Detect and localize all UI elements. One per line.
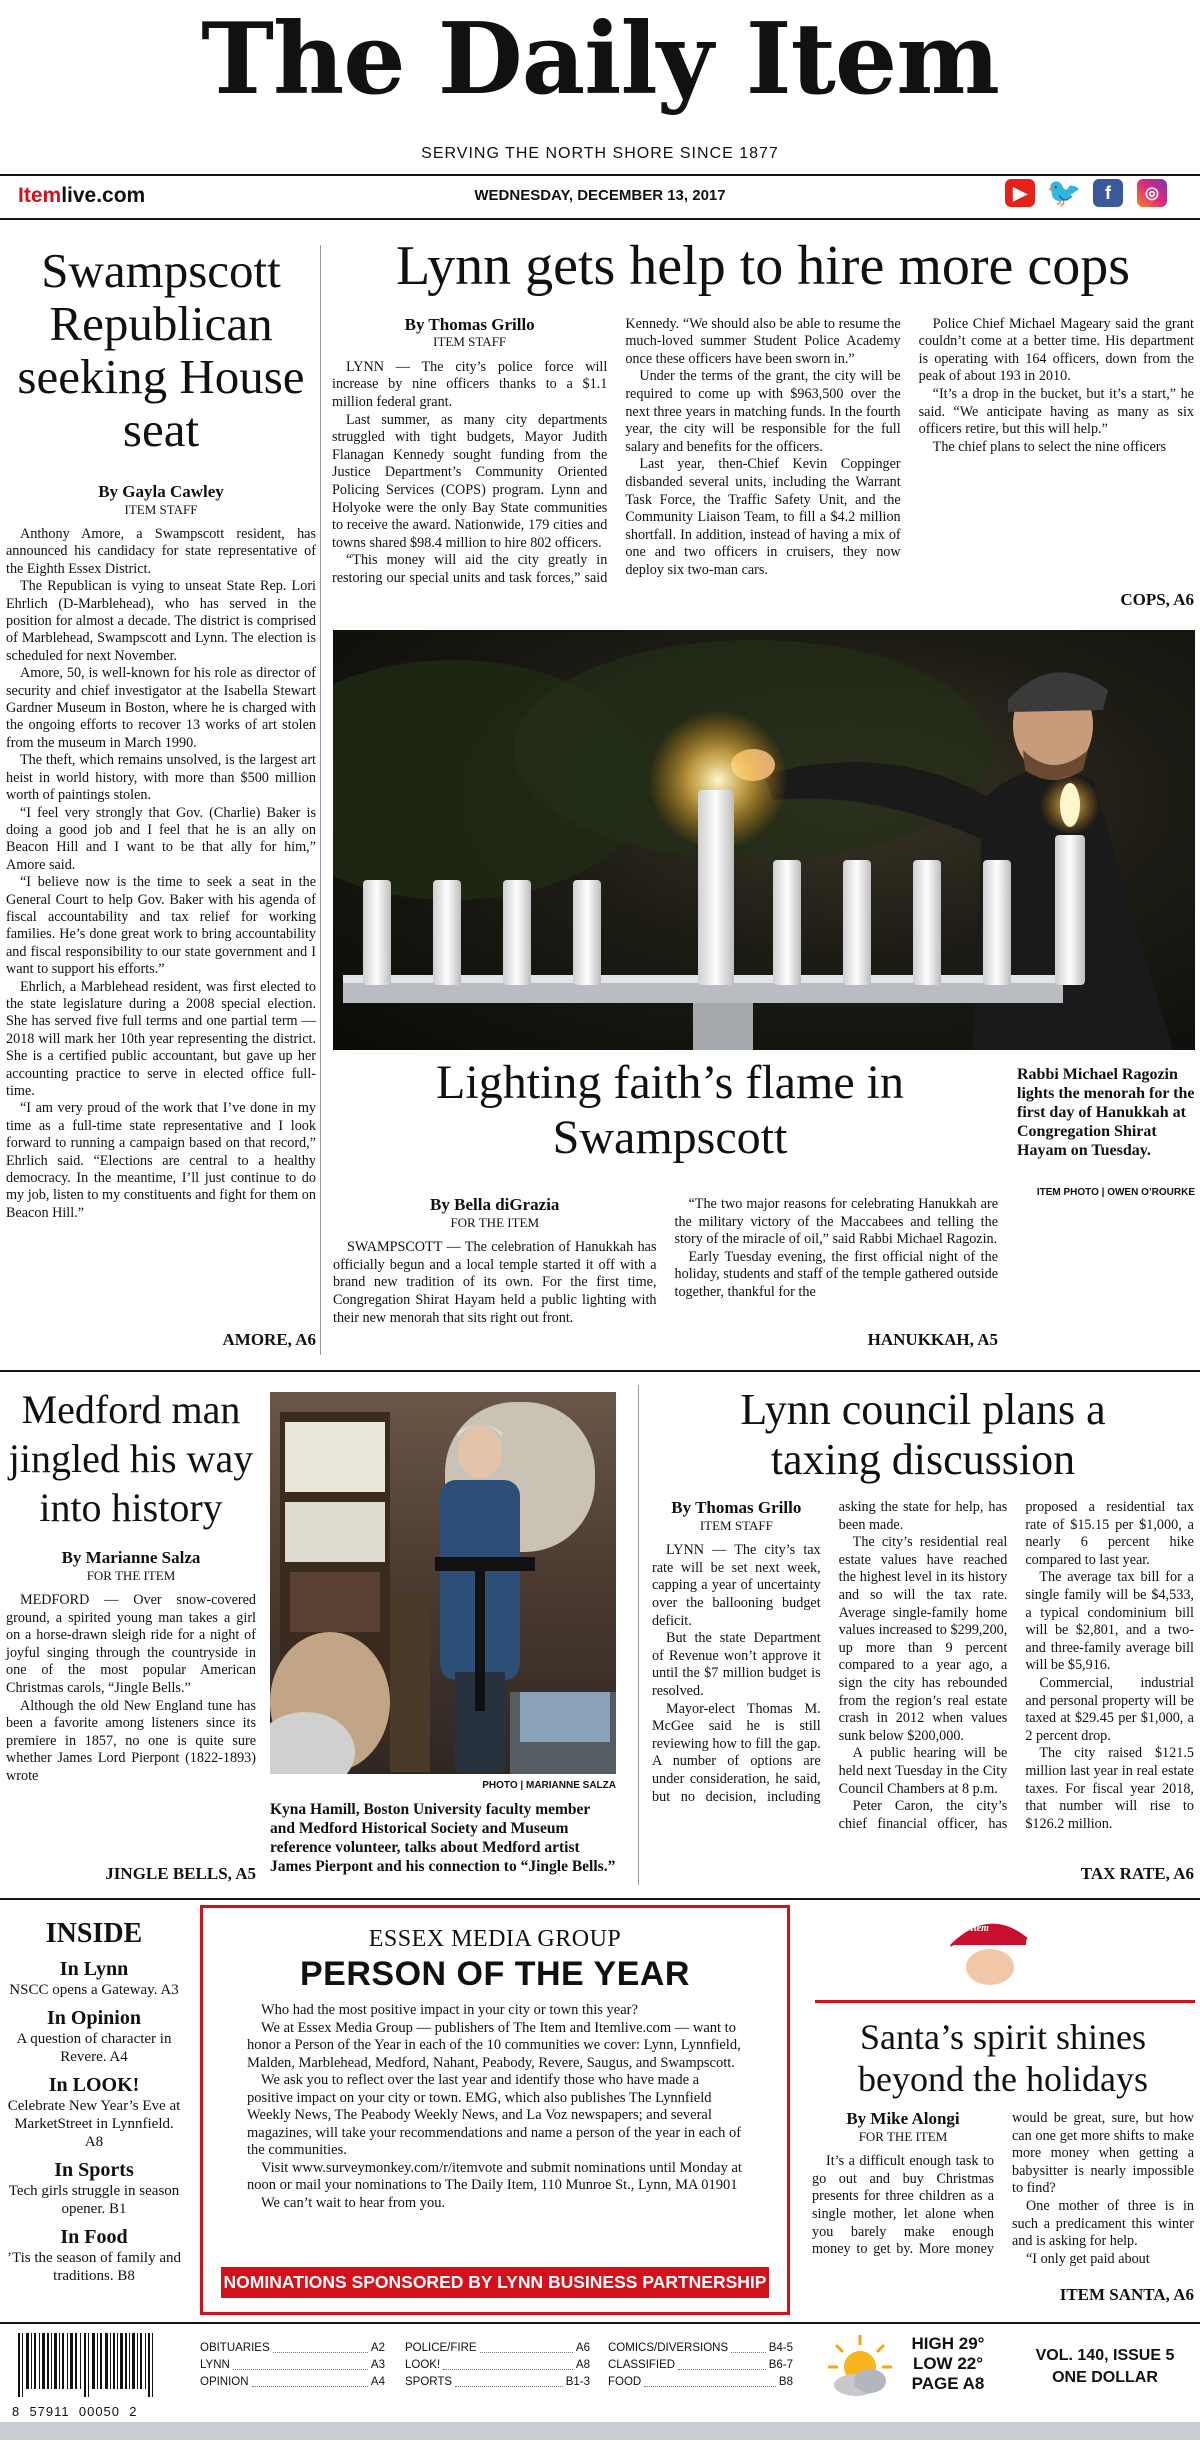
inside-item[interactable] <box>6 1958 182 1999</box>
paragraph: But the state Department of Revenue won’t approve it until the $7 million budget is resolved. <box>652 1630 821 1699</box>
inside-heading: In Food <box>60 2226 128 2248</box>
index-page: A2 <box>370 2342 385 2354</box>
index-row[interactable] <box>200 2374 385 2391</box>
paragraph: Ehrlich, a Marblehead resident, was first elected to the state legislature during a 2008 special election. She has served five full terms and one partial term — 2018 will mark her 10th year representing the district. She is a certified public accountant, but gave up her accounting practice to serve in elected office full-time. <box>6 978 316 1099</box>
inside-item[interactable] <box>6 2226 182 2285</box>
twitter-icon[interactable]: 🐦 <box>1046 178 1082 209</box>
index-label: SPORTS <box>405 2376 453 2388</box>
poy-kicker: ESSEX MEDIA GROUP <box>368 1926 622 1952</box>
paragraph: Visit www.surveymonkey.com/r/itemvote and submit nominations until Monday at noon or mail your nominations to The Daily Item, 110 Munroe St., Lynn, MA 01901 <box>247 2159 742 2193</box>
barcode-digits: 8 57911 00050 2 <box>12 2404 138 2419</box>
paragraph: We ask you to reflect over the last year and identify those who have made a positive impact on your city or town. EMG, which also publishes The Lynnfield Weekly News, The Peabody Weekly News, and La Voz newspapers; and several magazines, will take your recommendations and name a person of the year in each of the communities. <box>247 2072 742 2158</box>
headline[interactable]: Lynn gets help to hire more cops <box>395 235 1131 297</box>
hanukkah-headline[interactable]: Lighting faith’s flame in Swampscott <box>436 1056 904 1164</box>
hanukkah-photo-credit: ITEM PHOTO | OWEN O’ROURKE <box>1036 1187 1195 1198</box>
paragraph: Who had the most positive impact in your city or town this year? <box>261 2002 638 2018</box>
weather-icon <box>826 2333 894 2401</box>
paragraph: We at Essex Media Group — publishers of The Item and Itemlive.com — want to honor a Person of the Year in each of the 10 communities we cover: Lynn, Lynnfield, Malden, Marblehead, Medford, Nahant, Peabody, Revere, Saugus, and Swampscott. <box>247 2019 741 2071</box>
price: ONE DOLLAR <box>1052 2369 1158 2386</box>
staff: ITEM STAFF <box>433 334 507 350</box>
instagram-icon[interactable]: ◎ <box>1137 179 1167 207</box>
poy-body <box>203 1994 787 2212</box>
santa-illustration <box>910 1905 1070 2015</box>
index-row[interactable] <box>608 2340 793 2357</box>
story-tax <box>652 1385 1194 1837</box>
paragraph: MEDFORD — Over snow-covered ground, a spirited young man takes a girl on a horse-drawn sleigh ride for a night of joyful singing through the countryside in one of the most popular American Christmas carols, “Jingle Bells.” <box>6 1592 256 1696</box>
paragraph: The city raised $121.5 million last year in real estate taxes. For fiscal year 2018, that number will rise to $126.2 million. <box>1025 1745 1194 1832</box>
index-row[interactable] <box>405 2340 590 2357</box>
body <box>332 316 1194 588</box>
headline[interactable]: Medford man jingled his way into history <box>8 1387 254 1530</box>
byline: By Gayla Cawley <box>98 482 224 501</box>
weather-text[interactable] <box>898 2334 998 2394</box>
paragraph: The city’s residential real estate values have reached the highest level in its history and so will the tax rate. Average single-family home values increased to $299,200, up more than 9 percent compared to a year ago, a sign the city has rebounded from the region’s real estate crash in 2012 when values sunk below $200,000. <box>838 1534 1008 1744</box>
index-row[interactable] <box>405 2357 590 2374</box>
paragraph: One mother of three is in such a predicament this winter and is asking for help. <box>1012 2197 1194 2250</box>
inside-box <box>6 1918 182 2285</box>
index-col-1 <box>200 2340 385 2391</box>
index-col-3 <box>608 2340 793 2391</box>
jump-santa[interactable]: ITEM SANTA, A6 <box>1059 2285 1194 2304</box>
staff: ITEM STAFF <box>699 1517 773 1533</box>
index-row[interactable] <box>608 2357 793 2374</box>
santa-icon <box>910 1905 1070 2015</box>
weather-page: PAGE A8 <box>911 2374 985 2393</box>
paragraph: “The two major reasons for celebrating Hanukkah are the military victory of the Maccabees and telling the story of the miracle of oil,” said Rabbi Michael Ragozin. <box>674 1196 998 1248</box>
paragraph: The chief plans to select the nine officers <box>932 438 1167 455</box>
index-label: COMICS/DIVERSIONS <box>608 2342 729 2354</box>
paragraph: The theft, which remains unsolved, is the largest art heist in world history, with more than $500 million worth of paintings stolen. <box>6 752 316 804</box>
paragraph: A public hearing will be held next Tuesday in the City Council Chambers at 8 p.m. <box>838 1745 1008 1797</box>
paragraph: “I believe now is the time to seek a seat in the General Court to help Gov. Baker with his agenda of fiscal accountability and tax relief for working families. He’s done great work to bring accountability and fiscal responsibility to our state government and I want to support his efforts.” <box>6 874 316 978</box>
jump-amore[interactable]: AMORE, A6 <box>222 1330 316 1349</box>
website-rest: live.com <box>61 184 146 207</box>
jump-tax[interactable]: TAX RATE, A6 <box>1080 1864 1194 1883</box>
index-page: B6-7 <box>768 2359 793 2371</box>
bottom-bar <box>0 2422 1200 2440</box>
body <box>652 1499 1194 1837</box>
paragraph: Police Chief Michael Mageary said the grant couldn’t come at a better time. His department is operating with 164 officers, down from the peak of about 193 in 2010. <box>918 315 1194 385</box>
headline[interactable]: Santa’s spirit shines beyond the holidays <box>858 2017 1148 2099</box>
index-label: OBITUARIES <box>200 2342 270 2354</box>
medford-photo[interactable] <box>270 1392 616 1774</box>
medford-illustration <box>270 1392 616 1774</box>
index-label: POLICE/FIRE <box>405 2342 477 2354</box>
paragraph: The average tax bill for a single family will be $4,533, a typical condominium bill will be $2,801, and a two- and three-family average bill will be $5,916. <box>1025 1569 1194 1674</box>
byline: By Thomas Grillo <box>404 314 535 334</box>
inside-text: NSCC opens a Gateway. A3 <box>9 1982 179 1998</box>
index-page: B4-5 <box>768 2342 793 2354</box>
index-label: FOOD <box>608 2376 642 2388</box>
issue-date: WEDNESDAY, DECEMBER 13, 2017 <box>474 187 726 204</box>
index-col-2 <box>405 2340 590 2391</box>
inside-item[interactable] <box>6 2074 182 2151</box>
paragraph: Anthony Amore, a Swampscott resident, has announced his candidacy for state representative of the Eighth Essex District. <box>6 526 316 577</box>
index-label: OPINION <box>200 2376 249 2388</box>
paragraph: Last year, then-Chief Kevin Coppinger disbanded several units, including the Warrant Task Force, the Traffic Safety Unit, and the Community Liaison Team, to fill a $4.2 million shortfall. In addition, instead of having a mix of one and two officers in cruisers, they now deploy six two-man cars. <box>625 456 901 578</box>
staff: FOR THE ITEM <box>450 1214 540 1230</box>
jingle-caption: Kyna Hamill, Boston University faculty member and Medford Historical Society and Museum reference volunteer, talks about Medford artist James Pierpont and his connection to “Jingle Bells.” <box>270 1801 616 1875</box>
poy-title: PERSON OF THE YEAR <box>300 1955 690 1993</box>
facebook-icon[interactable]: f <box>1093 179 1123 207</box>
paragraph: “This money will aid the city greatly in restoring our special units and task forces,” said Kennedy. “We should also be able to resume the much-loved summer Student Police Academy once these officers have been sworn in.” <box>332 315 901 586</box>
staff: ITEM STAFF <box>124 502 198 517</box>
inside-title: INSIDE <box>45 1918 143 1949</box>
hanukkah-caption: Rabbi Michael Ragozin lights the menorah for the first day of Hanukkah at Congregation Shirat Hayam on Tuesday. <box>1017 1066 1195 1159</box>
paragraph: Amore, 50, is well-known for his role as director of security and chief investigator at the Isabella Stewart Gardner Museum in Boston, where he is charged with the ongoing efforts to recover 13 works of art stolen from the museum in March 1990. <box>6 665 316 751</box>
paragraph: Early Tuesday evening, the first official night of the holiday, students and staff of the temple gathered outside together, thankful for the <box>674 1248 998 1300</box>
weather-high: HIGH 29° <box>911 2334 985 2353</box>
inside-text: Tech girls struggle in season opener. B1 <box>8 2183 180 2217</box>
masthead-tagline: SERVING THE NORTH SHORE SINCE 1877 <box>421 145 779 162</box>
inside-heading: In LOOK! <box>48 2074 140 2096</box>
paragraph: Although the old New England tune has been a favorite among listeners since its premiere in 1857, no one is quite sure whether James Lord Pierpont (1822-1893) wrote <box>6 1697 256 1784</box>
paragraph: We can’t wait to hear from you. <box>261 2194 446 2211</box>
index-label: LYNN <box>200 2359 230 2371</box>
paragraph: Peter Caron, the city’s chief financial officer, has proposed a residential tax rate of $15.15 per $1,000, a nearly 6 percent hike compared to last year. <box>838 1499 1194 1832</box>
paragraph: “I feel very strongly that Gov. (Charlie) Baker is doing a good job and I feel that he is an ally on Beacon Hill and I want to be that ally for him,” Amore said. <box>6 804 316 873</box>
sun-cloud-icon <box>826 2333 894 2401</box>
menorah-photo[interactable] <box>333 630 1195 1050</box>
inside-text: Celebrate New Year’s Eve at MarketStreet in Lynnfield. A8 <box>7 2098 181 2150</box>
paragraph: “I only get paid about <box>1026 2250 1150 2267</box>
inside-item[interactable] <box>6 2159 182 2218</box>
index-page: A8 <box>575 2359 590 2371</box>
jump-cops[interactable]: COPS, A6 <box>1120 589 1194 609</box>
index-row[interactable] <box>200 2357 385 2374</box>
index-page: A3 <box>370 2359 385 2371</box>
masthead-title: The Daily Item <box>201 2 999 117</box>
index-page: B8 <box>778 2376 793 2388</box>
index-row[interactable] <box>608 2374 793 2391</box>
paragraph: LYNN — The city’s tax rate will be set next week, capping a year of uncertainty over the ballooning budget deficit. <box>652 1542 821 1629</box>
byline: By Marianne Salza <box>61 1548 201 1567</box>
barcode <box>12 2333 172 2419</box>
story-santa <box>812 2016 1194 2270</box>
jump-hanukkah[interactable]: HANUKKAH, A5 <box>867 1330 998 1349</box>
santa-badge: Item <box>970 1923 989 1934</box>
story-swampscott-rep <box>6 244 316 1222</box>
body <box>6 1592 256 1786</box>
paragraph: Last summer, as many city departments struggled with tight budgets, Mayor Judith Flanagan Kennedy sought funding from the Justice Department’s Community Oriented Policing Services (COPS) program. Lynn and Holyoke were the only Bay State communities to receive the award. Nationwide, 179 cities and towns shared $98.4 million to hire 802 officers. <box>332 411 608 551</box>
byline: By Bella diGrazia <box>430 1195 560 1214</box>
inside-heading: In Sports <box>54 2159 134 2181</box>
paragraph: Commercial, industrial and personal property will be taxed at $29.45 per $1,000, a 2 percent drop. <box>1025 1674 1194 1744</box>
index-row[interactable] <box>405 2374 590 2391</box>
person-of-year-box[interactable] <box>200 1905 790 2315</box>
weather-low: LOW 22° <box>912 2354 984 2373</box>
staff: FOR THE ITEM <box>86 1568 176 1583</box>
inside-heading: In Opinion <box>47 2007 141 2029</box>
index-page: A6 <box>575 2342 590 2354</box>
jingle-photo-credit: PHOTO | MARIANNE SALZA <box>482 1780 616 1791</box>
index-label: CLASSIFIED <box>608 2359 676 2371</box>
paragraph: “I am very proud of the work that I’ve done in my time as a full-time state representative and I look forward to running a campaign based on that record,” Ehrlich said. “Elections are central to a healthy democracy. In the meantime, I’ll just continue to do my job, listen to my constituents and fight for them on Beacon Hill.” <box>6 1100 316 1221</box>
poy-sponsor-banner: NOMINATIONS SPONSORED BY LYNN BUSINESS PARTNERSHIP <box>221 2267 769 2298</box>
issue-info <box>1015 2345 1195 2389</box>
volume: VOL. 140, ISSUE 5 <box>1035 2347 1175 2364</box>
youtube-icon[interactable]: ▶ <box>1005 179 1035 207</box>
byline: By Thomas Grillo <box>671 1498 802 1517</box>
paragraph: Mayor-elect Thomas M. McGee said he is still reviewing how to fill the gap. A number of options are under consideration, he said, but no decision, including asking the state for help, has been made. <box>652 1499 1008 1805</box>
paragraph: The Republican is vying to unseat State Rep. Lori Ehrlich (D-Marblehead), who has served in the position for almost a decade. The district is comprised of Marblehead, Swampscott and Lynn. The election is scheduled for next November. <box>6 578 316 664</box>
byline: By Mike Alongi <box>846 2109 960 2128</box>
story-jingle <box>6 1385 256 1786</box>
index-row[interactable] <box>200 2340 385 2357</box>
jump-jingle[interactable]: JINGLE BELLS, A5 <box>105 1864 256 1883</box>
inside-item[interactable] <box>6 2007 182 2066</box>
body <box>812 2110 1194 2270</box>
paragraph: SWAMPSCOTT — The celebration of Hanukkah has officially begun and a local temple started it off with a brand new tradition of its own. For the first time, Congregation Shirat Hayam held a public lighting with their new menorah that sits right out front. <box>333 1239 657 1326</box>
paragraph: “It’s a drop in the bucket, but it’s a start,” he said. “We anticipate having as many as six officers retire, but this will help.” <box>918 385 1194 438</box>
menorah-illustration <box>333 630 1195 1050</box>
staff: FOR THE ITEM <box>858 2128 948 2144</box>
paragraph: Under the terms of the grant, the city will be required to come up with $963,500 over the next three years in matching funds. In the fourth year, the city will be responsible for the full salary and benefits for the officers. <box>625 368 901 455</box>
story-cops <box>332 236 1194 610</box>
website-item: Item <box>18 184 62 207</box>
body <box>6 526 316 1222</box>
paragraph: LYNN — The city’s police force will increase by nine officers thanks to a $1.1 million federal grant. <box>332 358 608 410</box>
inside-text: ’Tis the season of family and traditions. B8 <box>6 2250 181 2284</box>
social-icons <box>1005 179 1167 207</box>
index-page: B1-3 <box>565 2376 590 2388</box>
story-hanukkah <box>333 1196 998 1336</box>
headline[interactable]: Swampscott Republican seeking House seat <box>17 243 305 457</box>
paragraph: It’s a difficult enough task to go out and buy Christmas presents for three children as a single mother, let alone when you barely make enough money to get by. More money would be great, sure, but how can one get more shifts to make more money when getting a babysitter is nearly impossible to find? <box>812 2110 1194 2258</box>
headline[interactable]: Lynn council plans a taxing discussion <box>740 1385 1106 1484</box>
inside-heading: In Lynn <box>59 1958 129 1980</box>
inside-text: A question of character in Revere. A4 <box>16 2031 172 2065</box>
index-label: LOOK! <box>405 2359 441 2371</box>
index-page: A4 <box>370 2376 385 2388</box>
barcode-icon <box>12 2333 172 2397</box>
